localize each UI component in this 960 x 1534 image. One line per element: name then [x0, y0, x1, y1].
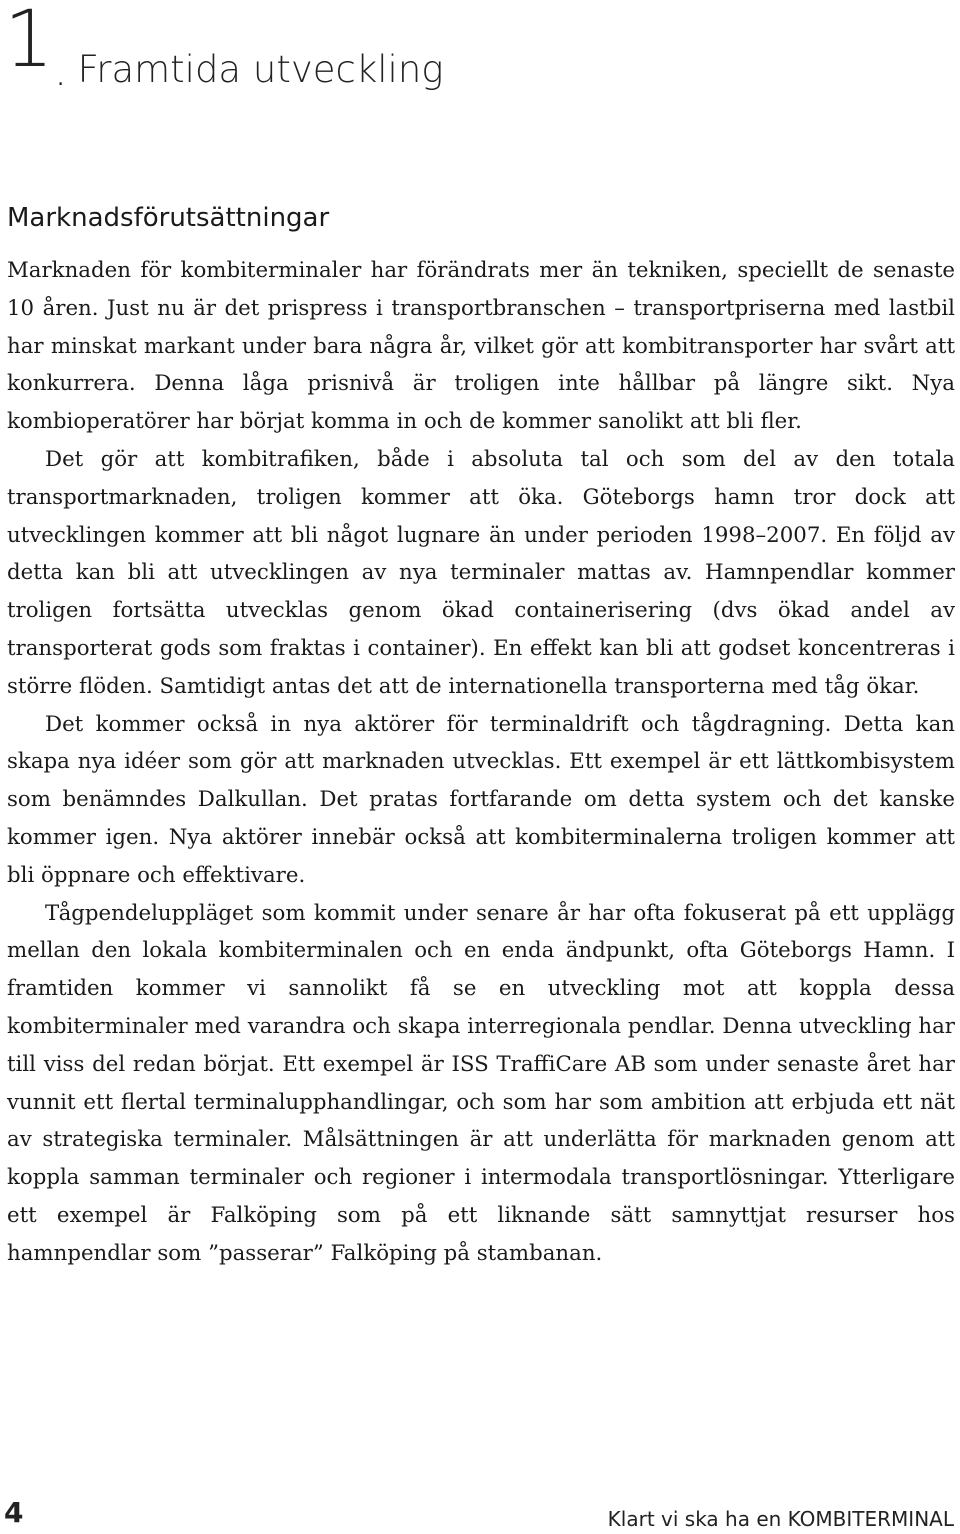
- publication-title: Klart vi ska ha en KOMBITERMINAL: [607, 1507, 954, 1531]
- chapter-number-dot: .: [53, 45, 68, 96]
- paragraph-4: Tågpendeluppläget som kommit under senare år har ofta fokuserat på ett upplägg mellan den lokala kombiterminalen och en enda ändpunkt, ofta Göteborgs Hamn. I framtiden kommer vi sannolikt få se en utveckling mot att koppla dessa kombiterminaler med varandra och skapa interregionala pendlar. Denna utveckling har till viss del redan börjat. Ett exempel är ISS TraffiCare AB som under senaste året har vunnit ett flertal terminalupphandlingar, och som har som ambition att erbjuda ett nät av strategiska terminaler. Målsättningen är att underlätta för marknaden genom att koppla samman terminaler och regioner i intermodala transportlösningar. Ytterligare ett exempel är Falköping som på ett liknande sätt samnyttjat resurser hos hamnpendlar som ”passerar” Falköping på stambanan.: [7, 900, 955, 1266]
- paragraph-1: Marknaden för kombiterminaler har förändrats mer än tekniken, speciellt de senaste 10 åren. Just nu är det prispress i transportbranschen – transportpriserna med lastbil har minskat markant under bara några år, vilket gör att kombitransporter har svårt att konkurrera. Denna låga prisnivå är troligen inte hållbar på längre sikt. Nya kombioperatörer har börjat komma in och de kommer sanolikt att bli fler.: [7, 258, 955, 435]
- page-number: 4: [4, 1496, 24, 1529]
- chapter-number: 1: [4, 0, 52, 85]
- chapter-header: [4, 0, 443, 100]
- section-heading: Marknadsförutsättningar: [7, 203, 330, 233]
- body-text: [7, 252, 955, 1273]
- paragraph-2: Det gör att kombitrafiken, både i absoluta tal och som del av den totala transportmarknaden, troligen kommer att öka. Göteborgs hamn tror dock att utvecklingen kommer att bli något lugnare än under perioden 1998–2007. En följd av detta kan bli att utvecklingen av nya terminaler mattas av. Hamnpendlar kommer troligen fortsätta utvecklas genom ökad containerisering (dvs ökad andel av transporterat gods som fraktas i container). En effekt kan bli att godset koncentreras i större flöden. Samtidigt antas det att de internationella transporterna med tåg ökar.: [7, 446, 955, 699]
- paragraph-3: Det kommer också in nya aktörer för terminaldrift och tågdragning. Detta kan skapa nya idéer som gör att marknaden utvecklas. Ett exempel är ett lättkombisystem som benämndes Dalkullan. Det pratas fortfarande om detta system och det kanske kommer igen. Nya aktörer innebär också att kombiterminalerna troligen kommer att bli öppnare och effektivare.: [7, 711, 955, 888]
- chapter-title: Framtida utveckling: [77, 48, 444, 91]
